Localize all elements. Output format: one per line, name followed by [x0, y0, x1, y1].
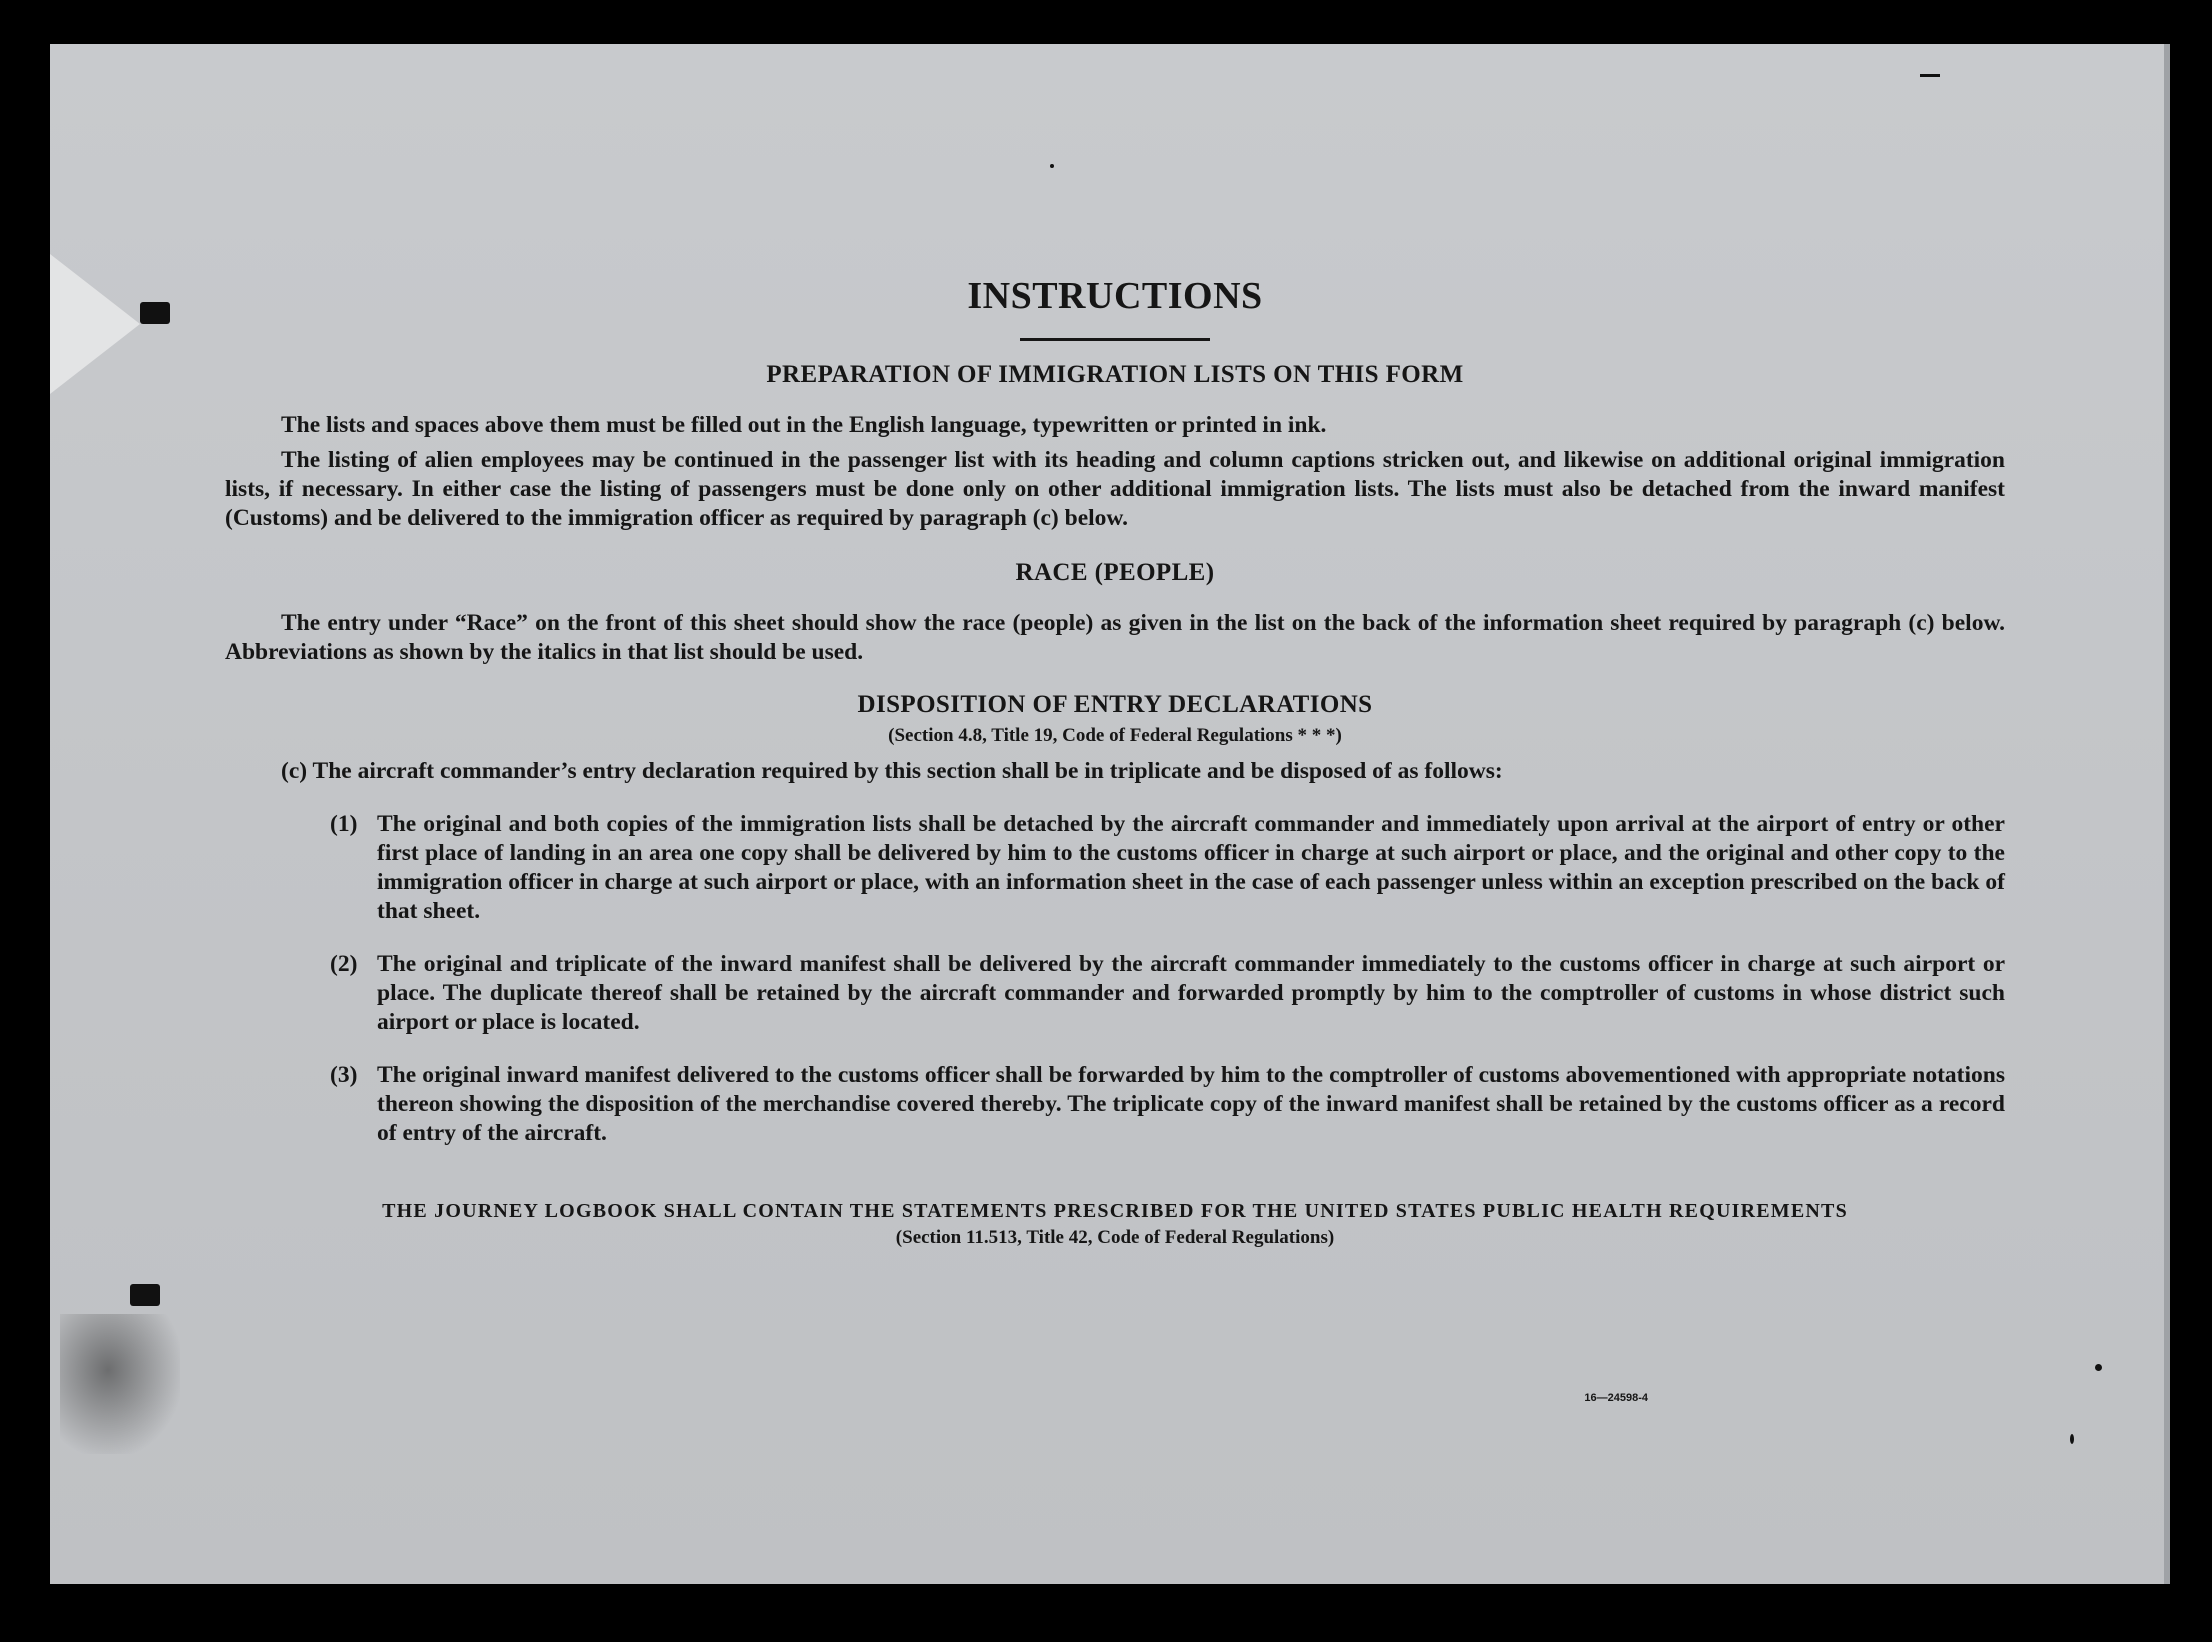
list-item-number: (1)	[330, 811, 358, 837]
form-number: 16—24598-4	[1584, 1392, 1648, 1404]
ink-speck	[1920, 74, 1940, 77]
citation-title-19: (Section 4.8, Title 19, Code of Federal Regulations * * *)	[888, 725, 1342, 746]
ink-speck	[1050, 164, 1054, 168]
title-underline	[1020, 338, 1210, 341]
paragraph-alien-employees: The listing of alien employees may be continued in the passenger list with its heading and column captions stricken out, and likewise on additional original immigration lists, if necessary. In either case the listing of passengers must be done only on other additional immigration lists. The lists must also be detached from the inward manifest (Customs) and be delivered to the immigration officer as required by paragraph (c) below.	[225, 447, 2005, 531]
list-item-text: The original and both copies of the immigration lists shall be detached by the aircraft commander and immediately upon arrival at the airport of entry or other first place of landing in an area one copy shall be delivered by him to the customs officer in charge at such airport or place, and the original and other copy to the immigration officer in charge at such airport or place, with an information sheet in the case of each passenger unless within an exception prescribed on the back of that sheet.	[377, 811, 2005, 924]
list-item	[330, 1061, 2005, 1148]
list-item-text: The original and triplicate of the inward manifest shall be delivered by the aircraft commander immediately to the customs officer in charge at such airport or place. The duplicate thereof shall be retained by the aircraft commander and forwarded promptly by him to the comptroller of customs in whose district such airport or place is located.	[377, 951, 2005, 1035]
section-heading-disposition: DISPOSITION OF ENTRY DECLARATIONS	[857, 691, 1373, 718]
instructions-body	[225, 274, 2005, 1249]
paragraph-race: The entry under “Race” on the front of this sheet should show the race (people) as given in the list on the back of the information sheet required by paragraph (c) below. Abbreviations as shown by the italics in that list should be used.	[225, 610, 2005, 665]
paragraph-c-intro: (c) The aircraft commander’s entry declaration required by this section shall be in triplicate and be disposed of as follows:	[281, 758, 1503, 784]
list-item	[330, 810, 2005, 926]
ink-speck	[2070, 1434, 2074, 1444]
paragraph-language: The lists and spaces above them must be filled out in the English language, typewritten or printed in ink.	[281, 412, 1327, 438]
list-item-text: The original inward manifest delivered to the customs officer shall be forwarded by him to the comptroller of customs abovementioned with appropriate notations thereon showing the disposition of the merchandise covered thereby. The triplicate copy of the inward manifest shall be retained by the customs officer as a record of entry of the aircraft.	[377, 1062, 2005, 1146]
citation-title-42: (Section 11.513, Title 42, Code of Federal Regulations)	[895, 1227, 1335, 1248]
binder-hole-mark	[130, 1284, 160, 1306]
list-item-number: (3)	[330, 1062, 358, 1088]
binder-hole-mark	[140, 302, 170, 324]
section-heading-race: RACE (PEOPLE)	[1015, 559, 1215, 586]
section-heading-immigration-lists: PREPARATION OF IMMIGRATION LISTS ON THIS FORM	[766, 361, 1464, 388]
document-sheet	[50, 44, 2170, 1584]
public-health-requirement: THE JOURNEY LOGBOOK SHALL CONTAIN THE STATEMENTS PRESCRIBED FOR THE UNITED STATES PUBLIC HEALTH REQUIREMENTS	[382, 1200, 1848, 1222]
list-item-number: (2)	[330, 951, 358, 977]
sheet-edge-shadow	[2164, 44, 2170, 1584]
torn-corner	[50, 254, 140, 394]
ink-speck	[2095, 1364, 2102, 1371]
ink-smudge	[60, 1314, 180, 1454]
page-title: INSTRUCTIONS	[967, 275, 1263, 317]
list-item	[330, 950, 2005, 1037]
